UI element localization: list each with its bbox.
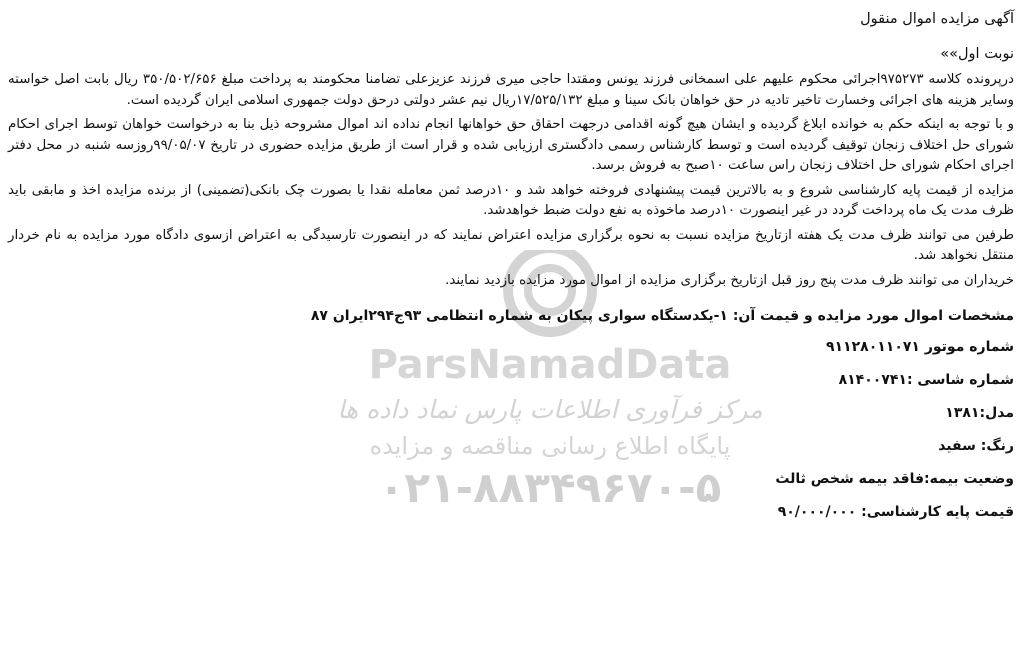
- notice-title: آگهی مزایده اموال منقول: [860, 11, 1014, 27]
- watermark-brand: ParsNamadData: [368, 342, 732, 388]
- watermark-line2: پایگاه اطلاع رسانی مناقصه و مزایده: [369, 432, 731, 460]
- property-specs: [8, 305, 1014, 523]
- watermark-phone: ۰۲۱-۸۸۳۴۹۶۷۰-۵: [378, 463, 722, 512]
- watermark-line1: مرکز فرآوری اطلاعات پارس نماد داده ها: [337, 395, 763, 424]
- notice-round: نوبت اول»»: [940, 46, 1014, 62]
- paragraph-case: درپرونده کلاسه ۹۷۵۲۷۳اجرائی محکوم علیهم علی اسمخانی فرزند یونس ومقتدا حاجی میری فرزند عزیزعلی تضامنا محکومند به پرداخت مبلغ ۳۵۰/۵۰۲/۶۵۶ ریال بابت اصل خواسته وسایر هزینه های اجرائی وخسارت تاخیر تادیه در حق خواهان بانک سینا و مبلغ ۱۷/۵۲۵/۱۳۲ریال نیم عشر دولتی درحق دولت جمهوری اسلامی ایران گردیده است.: [8, 72, 1014, 108]
- spec-chassis-number: شماره شاسی :۸۱۴۰۰۷۴۱: [838, 372, 1014, 388]
- spec-model: مدل:۱۳۸۱: [945, 405, 1014, 421]
- spec-base-price: قیمت پایه کارشناسی: ۹۰/۰۰۰/۰۰۰: [777, 504, 1014, 520]
- paragraph-seizure: و با توجه به اینکه حکم به خوانده ابلاغ گردیده و ایشان هیچ گونه اقدامی درجهت احقاق حق خواهانها انجام نداده اند اموال مشروحه ذیل بنا به درخواست خواهان توسط اجرای احکام شورای حل اختلاف زنجان توقیف گردیده است و توسط کارشناس رسمی دادگستری ارزیابی شده و قرار است از طریق مزایده حضوری در تاریخ ۹۹/۰۵/۰۷روزسه شنبه در محل دفتر اجرای احکام شورای حل اختلاف زنجان راس ساعت ۱۰صبح به فروش برسد.: [8, 117, 1014, 173]
- paragraph-objection: طرفین می توانند ظرف مدت یک هفته ازتاریخ مزایده نسبت به نحوه برگزاری مزایده اعتراض نمایند که در اینصورت تارسیدگی به اعتراض ازسوی دادگاه مورد مزایده به نام خردار منتقل نخواهد شد.: [8, 227, 1014, 263]
- spec-color: رنگ: سفید: [938, 438, 1014, 454]
- paragraph-visit: خریداران می توانند ظرف مدت پنج روز قبل ازتاریخ برگزاری مزایده از اموال مورد مزایده بازدید نمایند.: [445, 272, 1014, 288]
- spec-engine-number: شماره موتور ۹۱۱۲۸۰۱۱۰۷۱: [825, 339, 1014, 355]
- paragraph-terms: مزایده از قیمت پایه کارشناسی شروع و به بالاترین قیمت پیشنهادی فروخته خواهد شد و ۱۰درصد ثمن معامله نقدا یا بصورت چک بانکی(تضمینی) از برنده مزایده اخذ و مابقی باید ظرف مدت یک ماه پرداخت گردد در غیر اینصورت ۱۰درصد ماخوذه به نفع دولت ضبط خواهدشد.: [8, 182, 1015, 218]
- spec-insurance: وضعیت بیمه:فاقد بیمه شخص ثالث: [775, 471, 1014, 487]
- spec-vehicle: مشخصات اموال مورد مزایده و قیمت آن: ۱-یکدستگاه سواری پیکان به شماره انتظامی ۹۳ج۲۹۴ایران ۸۷: [310, 308, 1014, 324]
